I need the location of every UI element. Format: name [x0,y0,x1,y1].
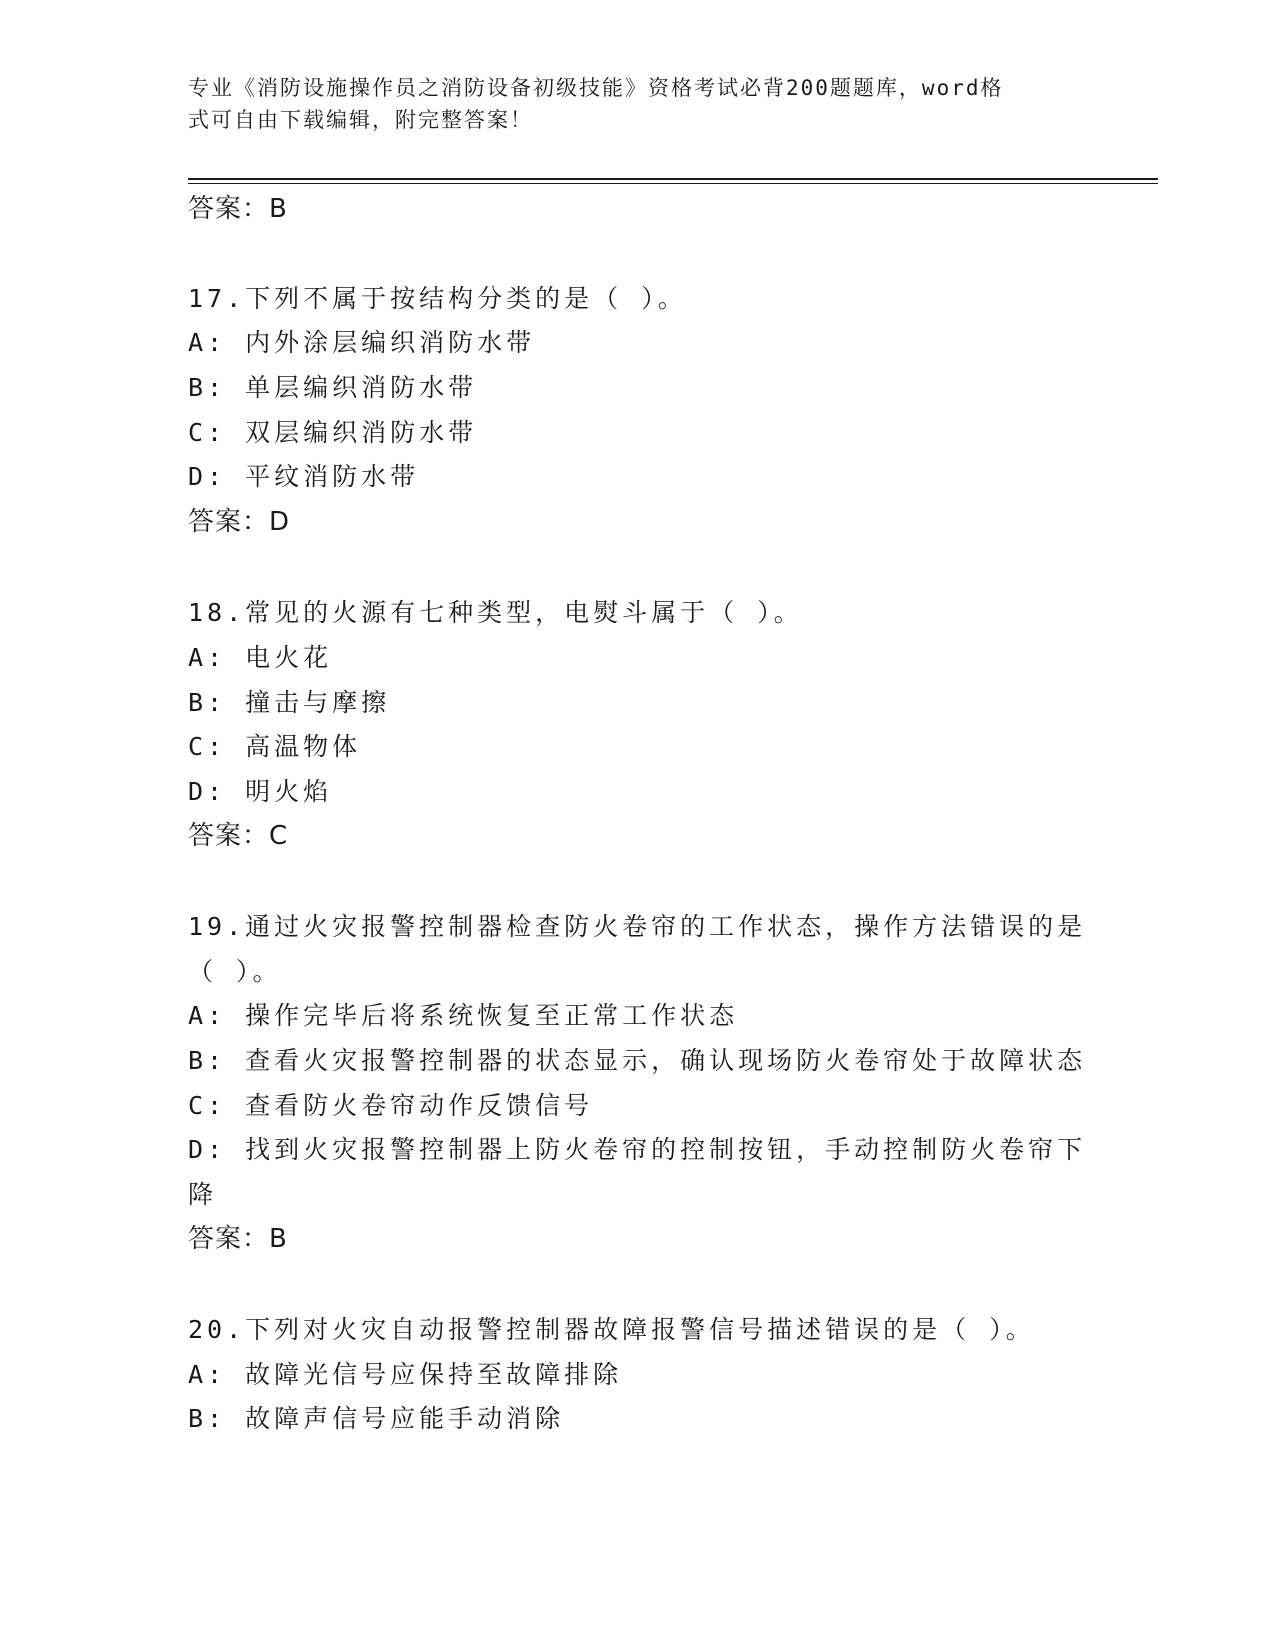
question-18: 18.常见的火源有七种类型，电熨斗属于（ ）。 [188,598,803,627]
question-17-option-d: D: 平纹消防水带 [188,462,420,491]
document-header [188,72,1068,136]
question-18-option-d: D: 明火焰 [188,777,333,806]
header-divider-thin [188,183,1158,184]
header-divider [188,178,1158,180]
answer-19: 答案：B [188,1224,288,1254]
header-line-2: 式可自由下载编辑，附完整答案！ [188,108,533,132]
question-20-option-a: A: 故障光信号应保持至故障排除 [188,1360,623,1389]
question-17-option-c: C: 双层编织消防水带 [188,418,478,447]
question-19-option-d: D: 找到火灾报警控制器上防火卷帘的控制按钮，手动控制防火卷帘下 [188,1135,1087,1164]
answer-18: 答案：C [188,821,289,851]
question-17-option-b: B: 单层编织消防水带 [188,373,478,402]
question-17-option-a: A: 内外涂层编织消防水带 [188,328,536,357]
answer-16: 答案：B [188,194,288,224]
question-19: 19.通过火灾报警控制器检查防火卷帘的工作状态，操作方法错误的是 [188,912,1087,941]
header-line-1: 专业《消防设施操作员之消防设备初级技能》资格考试必背200题题库，word格 [188,76,1004,100]
question-18-option-a: A: 电火花 [188,643,333,672]
question-17: 17.下列不属于按结构分类的是（ ）。 [188,284,687,313]
question-19-option-b: B: 查看火灾报警控制器的状态显示，确认现场防火卷帘处于故障状态 [188,1046,1087,1075]
question-19-continuation: （ ）。 [188,957,282,986]
answer-17: 答案：D [188,507,291,537]
question-19-option-a: A: 操作完毕后将系统恢复至正常工作状态 [188,1001,739,1030]
question-20-option-b: B: 故障声信号应能手动消除 [188,1404,565,1433]
question-18-option-c: C: 高温物体 [188,732,362,761]
question-20: 20.下列对火灾自动报警控制器故障报警信号描述错误的是（ ）。 [188,1315,1035,1344]
question-19-option-c: C: 查看防火卷帘动作反馈信号 [188,1091,594,1120]
question-18-option-b: B: 撞击与摩擦 [188,688,391,717]
question-19-option-d-continuation: 降 [188,1180,218,1209]
